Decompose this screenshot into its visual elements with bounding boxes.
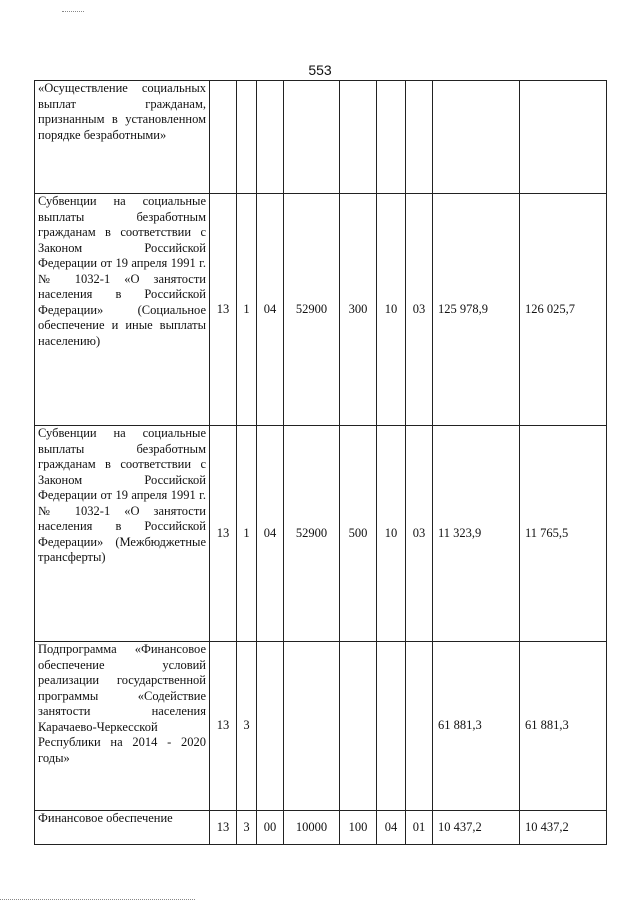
- program-code-cell: 13: [210, 194, 237, 426]
- expense-name-cell: «Осуществление социальных выплат гражданам, признанным в установленном порядке безработными»: [35, 81, 210, 194]
- amount-year2-cell: 10 437,2: [520, 811, 607, 845]
- activity-code-cell: [257, 81, 284, 194]
- subsection-code-cell: 01: [406, 811, 433, 845]
- subprogram-code-cell: 1: [237, 426, 257, 642]
- subsection-code-cell: [406, 642, 433, 811]
- amount-year1-cell: 10 437,2: [433, 811, 520, 845]
- amount-year2-cell: 11 765,5: [520, 426, 607, 642]
- direction-code-cell: 52900: [284, 194, 340, 426]
- subprogram-code-cell: [237, 81, 257, 194]
- expense-type-cell: [340, 642, 377, 811]
- section-code-cell: 10: [377, 194, 406, 426]
- expense-type-cell: 500: [340, 426, 377, 642]
- expense-type-cell: [340, 81, 377, 194]
- amount-year1-cell: 11 323,9: [433, 426, 520, 642]
- program-code-cell: 13: [210, 811, 237, 845]
- direction-code-cell: 10000: [284, 811, 340, 845]
- table-row: [35, 642, 607, 811]
- amount-year2-cell: [520, 81, 607, 194]
- subsection-code-cell: 03: [406, 194, 433, 426]
- program-code-cell: 13: [210, 642, 237, 811]
- program-code-cell: 13: [210, 426, 237, 642]
- activity-code-cell: 04: [257, 426, 284, 642]
- expense-name-cell: Финансовое обеспечение: [35, 811, 210, 845]
- amount-year2-cell: 126 025,7: [520, 194, 607, 426]
- direction-code-cell: 52900: [284, 426, 340, 642]
- budget-table: [34, 80, 607, 845]
- page-number: 553: [308, 62, 332, 78]
- subprogram-code-cell: 3: [237, 811, 257, 845]
- section-code-cell: 04: [377, 811, 406, 845]
- expense-type-cell: 300: [340, 194, 377, 426]
- section-code-cell: [377, 642, 406, 811]
- subsection-code-cell: 03: [406, 426, 433, 642]
- table-row: [35, 811, 607, 845]
- section-code-cell: [377, 81, 406, 194]
- subprogram-code-cell: 1: [237, 194, 257, 426]
- table-row: [35, 81, 607, 194]
- scan-artifact-top: [62, 11, 84, 12]
- amount-year1-cell: 61 881,3: [433, 642, 520, 811]
- table-row: [35, 194, 607, 426]
- subprogram-code-cell: 3: [237, 642, 257, 811]
- amount-year1-cell: [433, 81, 520, 194]
- section-code-cell: 10: [377, 426, 406, 642]
- program-code-cell: [210, 81, 237, 194]
- table-row: [35, 426, 607, 642]
- expense-name-cell: Подпрограмма «Финансовое обеспечение условий реализации государственной программы «Содействие занятости населения Карачаево-Черкесской Республики на 2014 - 2020 годы»: [35, 642, 210, 811]
- expense-name-cell: Субвенции на социальные выплаты безработным гражданам в соответствии с Законом Российской Федерации от 19 апреля 1991 г. № 1032-1 «О занятости населения в Российской Федерации» (Межбюджетные трансферты): [35, 426, 210, 642]
- activity-code-cell: 04: [257, 194, 284, 426]
- activity-code-cell: 00: [257, 811, 284, 845]
- activity-code-cell: [257, 642, 284, 811]
- direction-code-cell: [284, 642, 340, 811]
- amount-year1-cell: 125 978,9: [433, 194, 520, 426]
- expense-name-cell: Субвенции на социальные выплаты безработным гражданам в соответствии с Законом Российской Федерации от 19 апреля 1991 г. № 1032-1 «О занятости населения в Российской Федерации» (Социальное обеспечение и иные выплаты населению): [35, 194, 210, 426]
- amount-year2-cell: 61 881,3: [520, 642, 607, 811]
- subsection-code-cell: [406, 81, 433, 194]
- scan-artifact-bottom: [0, 899, 195, 900]
- direction-code-cell: [284, 81, 340, 194]
- expense-type-cell: 100: [340, 811, 377, 845]
